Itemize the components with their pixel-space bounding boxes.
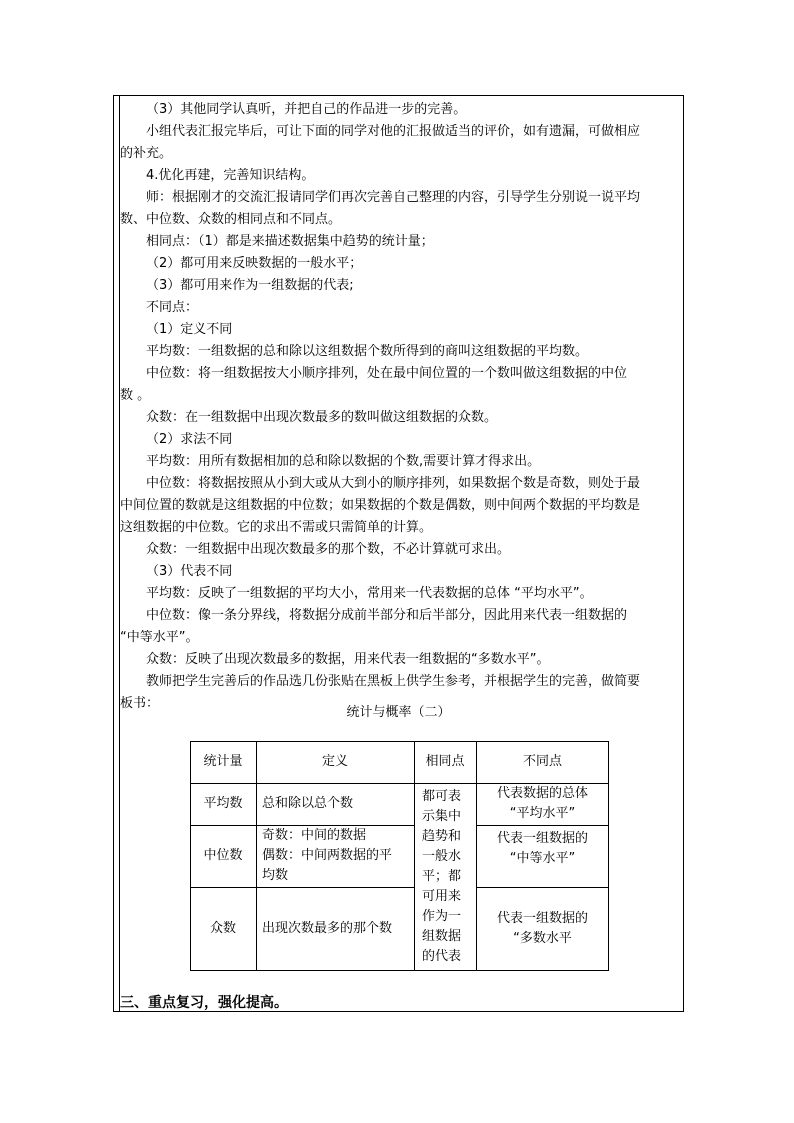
paragraph: 平均数：用所有数据相加的总和除以数据的个数,需要计算才得求出。: [146, 454, 541, 469]
paragraph: （2）求法不同: [146, 432, 233, 447]
common-line: 示集中: [422, 809, 462, 824]
row-mean-definition: 总和除以总个数: [262, 796, 354, 811]
paragraph: （3）都可用来作为一组数据的代表;: [146, 278, 354, 293]
paragraph: 中位数：将一组数据按大小顺序排列，处在最中间位置的一个数叫做这组数据的中位: [146, 366, 628, 381]
difference-line: 代表一组数据的: [496, 911, 588, 926]
row-median-name: 中位数: [203, 848, 243, 863]
common-line: 可用来: [422, 889, 462, 904]
difference-line: “平均水平”: [509, 806, 576, 821]
paragraph: 众数：反映了出现次数最多的数据，用来代表一组数据的“多数水平”。: [146, 652, 550, 667]
paragraph: （3）其他同学认真听，并把自己的作品进一步的完善。: [146, 102, 467, 117]
common-line: 组数据: [422, 929, 462, 944]
common-line: 趋势和: [422, 829, 462, 844]
difference-line: “中等水平”: [509, 851, 576, 866]
row-median-difference: [476, 825, 609, 873]
paragraph: 中位数：像一条分界线，将数据分成前半部分和后半部分，因此用来代表一组数据的: [146, 608, 628, 623]
definition-line: 奇数：中间的数据: [262, 828, 367, 843]
header-common: 相同点: [425, 754, 465, 769]
paragraph: （2）都可用来反映数据的一般水平；: [146, 256, 363, 271]
definition-line: 均数: [262, 868, 289, 883]
paragraph: 小组代表汇报完毕后，可让下面的同学对他的汇报做适当的评价，如有遗漏，可做相应: [146, 124, 641, 139]
paragraph: （1）定义不同: [146, 322, 233, 337]
header-difference: 不同点: [522, 754, 562, 769]
paragraph: 数、中位数、众数的相同点和不同点。: [120, 212, 342, 227]
row-mean-name: 平均数: [203, 796, 243, 811]
row-mode-name: 众数: [209, 921, 236, 936]
paragraph: 4.优化再建，完善知识结构。: [146, 168, 315, 183]
header-definition: 定义: [321, 754, 348, 769]
paragraph: 平均数：一组数据的总和除以这组数据个数所得到的商叫这组数据的平均数。: [146, 344, 589, 359]
row-mean-difference: [476, 783, 609, 825]
row-median-definition: [256, 825, 414, 887]
paragraph: 中间位置的数就是这组数据的中位数；如果数据的个数是偶数，则中间两个数据的平均数是: [120, 498, 641, 513]
board-title: 统计与概率（二）: [346, 705, 451, 720]
difference-line: 代表数据的总体: [496, 786, 588, 801]
paragraph: 不同点：: [146, 300, 199, 315]
paragraph: 教师把学生完善后的作品选几份张贴在黑板上供学生参考，并根据学生的完善，做简要: [146, 674, 641, 689]
section-heading: 三、重点复习，强化提高。: [120, 995, 288, 1011]
common-line: 平；都: [422, 869, 462, 884]
paragraph: 师：根据刚才的交流汇报请同学们再次完善自己整理的内容，引导学生分别说一说平均: [146, 190, 641, 205]
paragraph: （3）代表不同: [146, 564, 233, 579]
paragraph: 的补充。: [120, 146, 173, 161]
summary-table: [190, 741, 609, 971]
common-line: 一般水: [422, 849, 462, 864]
row-mode-definition: 出现次数最多的那个数: [262, 921, 393, 936]
paragraph: 相同点：（1）都是来描述数据集中趋势的统计量；: [146, 234, 434, 249]
common-line: 的代表: [422, 949, 462, 964]
common-line: 作为一: [422, 909, 462, 924]
lesson-frame: [113, 95, 684, 1012]
common-points: [414, 783, 476, 971]
difference-line: 代表一组数据的: [496, 831, 588, 846]
paragraph: 众数：在一组数据中出现次数最多的数叫做这组数据的众数。: [146, 410, 498, 425]
paragraph: 平均数：反映了一组数据的平均大小，常用来一代表数据的总体 “平均水平”。: [146, 586, 593, 601]
paragraph: 众数：一组数据中出现次数最多的那个数，不必计算就可求出。: [146, 542, 511, 557]
paragraph: 板书：: [120, 696, 160, 711]
header-statistic: 统计量: [203, 754, 243, 769]
paragraph: 数 。: [120, 388, 151, 403]
common-line: 都可表: [422, 789, 462, 804]
row-mode-difference: [476, 887, 609, 971]
paragraph: 中位数：将数据按照从小到大或从大到小的顺序排列，如果数据个数是奇数，则处于最: [146, 476, 641, 491]
paragraph: “中等水平”。: [120, 630, 199, 645]
definition-line: 偶数：中间两数据的平: [262, 848, 393, 863]
paragraph: 这组数据的中位数。它的求出不需或只需简单的计算。: [120, 520, 433, 535]
difference-line: “多数水平: [513, 931, 572, 946]
